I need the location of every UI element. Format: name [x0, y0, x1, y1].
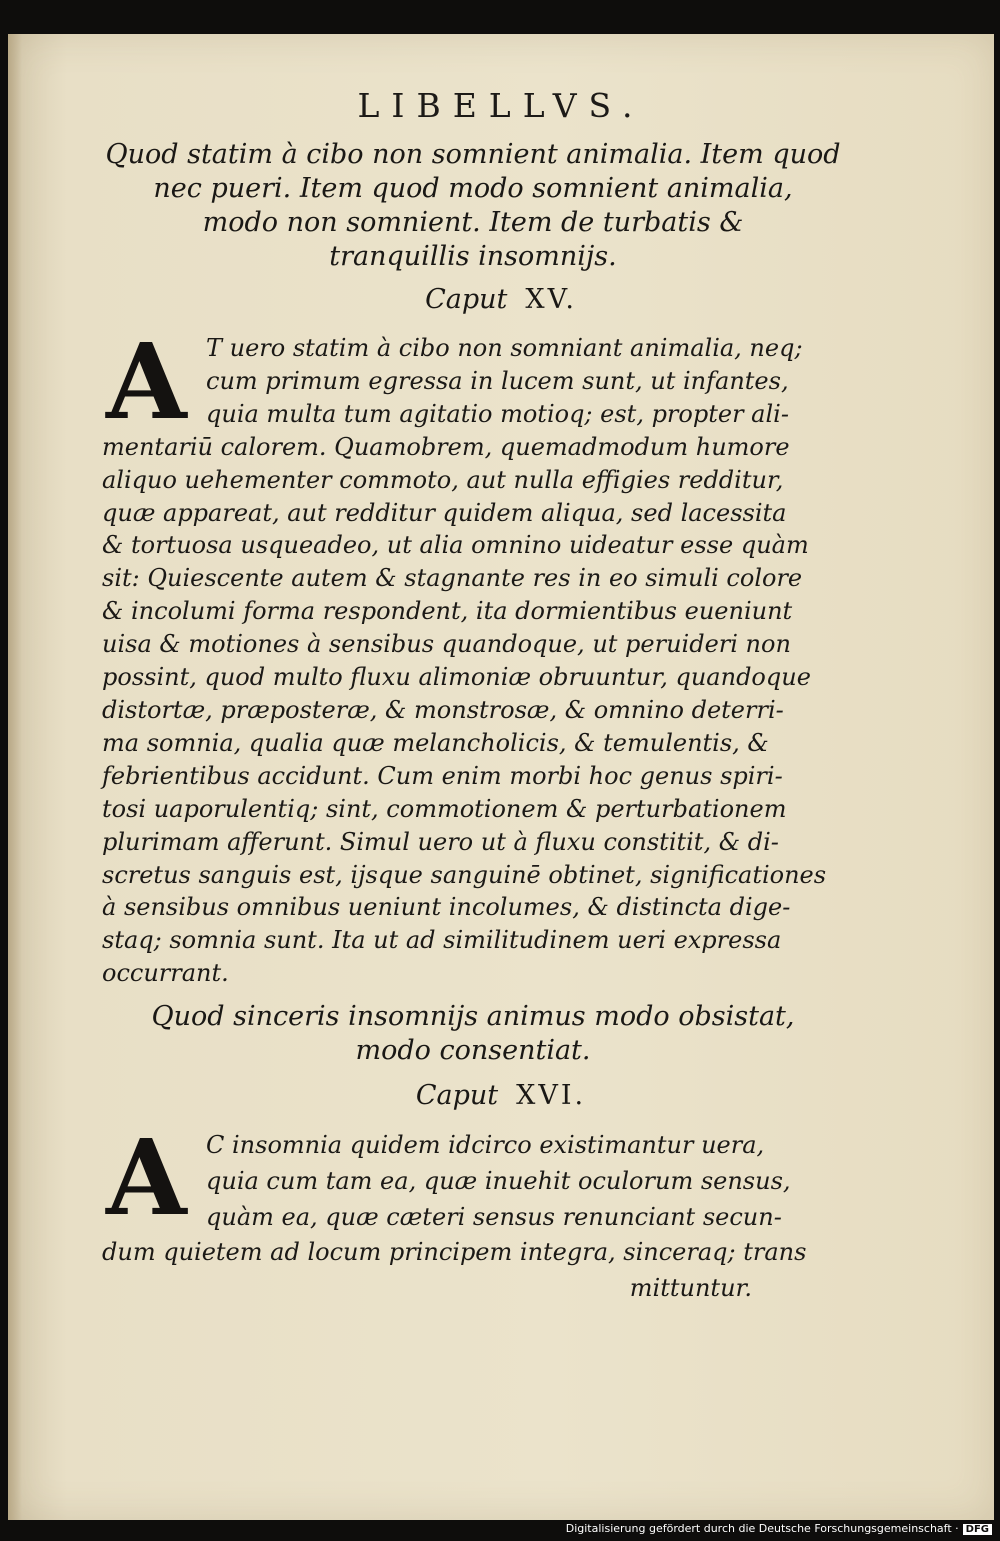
text-line: C insomnia quidem idcirco existimantur uera,	[206, 1131, 765, 1159]
text-line: quàm ea, quæ cæteri sensus renunciant secun-	[206, 1202, 782, 1231]
heading-line: modo consentiat.	[355, 1035, 591, 1066]
caput-number: XVI.	[516, 1080, 587, 1111]
text-line: quia multa tum agitatio motioq; est, propter ali-	[206, 399, 789, 428]
text-line: quia cum tam ea, quæ inuehit oculorum sensus,	[206, 1166, 791, 1195]
chapter-heading-16	[103, 1000, 843, 1068]
caput-number: XV.	[525, 284, 577, 315]
credit-text: Digitalisierung gefördert durch die Deutsche Forschungsgemeinschaft ·	[565, 1522, 959, 1535]
text-line: cum primum egressa in lucem sunt, ut infantes,	[206, 366, 789, 395]
text-line: distortæ, præposteræ, & monstrosæ, & omnino deterri-	[102, 695, 784, 724]
caput-word: Caput	[415, 1080, 499, 1111]
text-line: uisa & motiones à sensibus quandoque, ut peruideri non	[102, 630, 791, 659]
text-line: mittuntur.	[629, 1274, 752, 1303]
text-line: T uero statim à cibo non somniant animalia, neq;	[206, 334, 803, 362]
heading-line: tranquillis insomnijs.	[329, 241, 617, 272]
text-line: quæ appareat, aut redditur quidem aliqua, sed lacessita	[102, 498, 787, 527]
caput-label-15	[8, 284, 994, 315]
text-line: à sensibus omnibus ueniunt incolumes, & distincta dige-	[102, 893, 791, 922]
book-page	[8, 34, 994, 1520]
text-line: possint, quod multo fluxu alimoniæ obruuntur, quandoque	[102, 663, 811, 692]
heading-line: nec pueri. Item quod modo somnient animalia,	[153, 173, 793, 204]
dfg-logo: DFG	[963, 1524, 992, 1535]
text-line: mentariū calorem. Quamobrem, quemadmodum humore	[102, 432, 790, 461]
text-line: plurimam afferunt. Simul uero ut à fluxu constitit, & di-	[102, 827, 779, 856]
text-line: & incolumi forma respondent, ita dormientibus eueniunt	[102, 597, 793, 626]
chapter-16-text	[102, 1116, 807, 1307]
text-line: febrientibus accidunt. Cum enim morbi hoc genus spiri-	[102, 761, 783, 790]
text-line: scretus sanguis est, ijsque sanguinē obtinet, significationes	[102, 860, 827, 889]
caput-word: Caput	[425, 284, 508, 315]
running-head: LIBELLVS.	[357, 86, 645, 125]
text-line: occurrant.	[102, 959, 229, 988]
text-line: staq; somnia sunt. Ita ut ad similitudinem ueri expressa	[102, 926, 782, 955]
digitization-credit	[566, 1522, 992, 1535]
heading-line: modo non somnient. Item de turbatis &	[202, 207, 744, 238]
decorated-initial: A	[106, 320, 187, 443]
text-line: & tortuosa usqueadeo, ut alia omnino uideatur esse quàm	[102, 531, 809, 560]
heading-line: Quod statim à cibo non somnient animalia. Item quod	[105, 139, 841, 170]
text-line: ma somnia, qualia quæ melancholicis, & temulentis, &	[102, 728, 769, 757]
text-line: tosi uaporulentiq; sint, commotionem & perturbationem	[102, 794, 787, 823]
text-line: dum quietem ad locum principem integra, sinceraq; trans	[102, 1238, 807, 1267]
decorated-initial: A	[106, 1116, 187, 1239]
text-line: aliquo uehementer commoto, aut nulla effigies redditur,	[102, 465, 784, 494]
caput-label-16	[8, 1080, 994, 1111]
text-line: sit: Quiescente autem & stagnante res in eo simuli colore	[102, 564, 803, 593]
chapter-heading-15	[103, 138, 843, 274]
chapter-15-text	[102, 320, 827, 990]
heading-line: Quod sinceris insomnijs animus modo obsistat,	[151, 1001, 795, 1032]
